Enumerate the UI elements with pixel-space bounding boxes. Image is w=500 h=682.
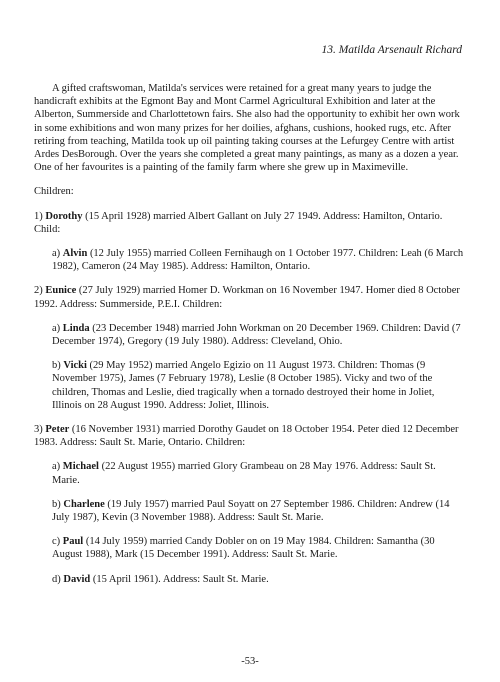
entry-prefix: 2) bbox=[34, 285, 46, 297]
entry-text: (19 July 1957) married Paul Soyatt on 27 September 1986. Children: Andrew (14 July 1987), Kevin (3 November 1988). Address: Sault St. Marie. bbox=[52, 498, 450, 524]
entry-text: (29 May 1952) married Angelo Egizio on 11 August 1973. Children: Thomas (9 November 1975), James (7 February 1978), Leslie (8 October 1985). Vicky and two of the children, Thomas and Leslie, died tragically when a tornado destroyed their home in Joliet, Illinois on 28 August 1990. Address: Joliet, Illinois. bbox=[52, 360, 435, 411]
page-body bbox=[34, 82, 466, 597]
entry-text: (16 November 1931) married Dorothy Gaudet on 18 October 1954. Peter died 12 December 1983. Address: Sault St. Marie, Ontario. Children: bbox=[34, 424, 459, 449]
entry-text: (22 August 1955) married Glory Grambeau on 28 May 1976. Address: Sault St. Marie. bbox=[52, 461, 436, 486]
entry-dorothy bbox=[34, 210, 466, 236]
entry-eunice bbox=[34, 284, 466, 310]
entry-text: (12 July 1955) married Colleen Fernihaugh on 1 October 1977. Children: Leah (6 March 1982), Cameron (24 May 1985). Address: Hamilton, Ontario. bbox=[52, 248, 464, 273]
entry-name: Linda bbox=[62, 322, 90, 334]
entry-alvin bbox=[52, 247, 466, 273]
entry-name: Charlene bbox=[63, 498, 105, 510]
children-heading: Children: bbox=[34, 186, 74, 198]
entry-name: Vicki bbox=[63, 360, 87, 372]
intro-paragraph: A gifted craftswoman, Matilda's services were retained for a great many years to judge the handicraft exhibits at the Egmont Bay and Mont Carmel Agricultural Exhibition and later at the Alberton, Summerside and Charlottetown fairs. She also had the opportunity to exhibit her own work in some exhibitions and won many prizes for her doilies, afghans, cushions, hooked rugs, etc. After retiring from teaching, Matilda took up oil painting taking courses at the Lefurgey Centre with artist Ardes DesBorough. Over the years she completed a great many paintings, as many as a dozen a year. One of her favourites is a painting of the family farm where she grew up in Maximeville. bbox=[34, 83, 460, 174]
entry-text: (27 July 1929) married Homer D. Workman on 16 November 1947. Homer died 8 October 1992. Address: Summerside, P.E.I. Children: bbox=[34, 285, 460, 310]
entry-charlene bbox=[52, 498, 466, 524]
entry-name: Michael bbox=[62, 461, 99, 473]
entry-peter bbox=[34, 423, 466, 449]
entry-name: Dorothy bbox=[45, 210, 83, 222]
entry-prefix: c) bbox=[52, 536, 63, 548]
entry-text: (15 April 1961). Address: Sault St. Marie. bbox=[90, 573, 269, 585]
entry-name: Paul bbox=[62, 536, 84, 548]
entry-david bbox=[52, 573, 466, 586]
entry-prefix: 1) bbox=[34, 210, 46, 222]
entry-michael bbox=[52, 460, 466, 486]
entry-prefix: b) bbox=[52, 498, 64, 510]
page-number: -53- bbox=[241, 656, 259, 667]
entry-name: Alvin bbox=[62, 248, 88, 260]
entry-name: David bbox=[63, 573, 91, 585]
entry-prefix: a) bbox=[52, 248, 63, 260]
entry-name: Eunice bbox=[45, 285, 77, 297]
entry-vicki bbox=[52, 359, 466, 412]
entry-text: (14 July 1959) married Candy Dobler on on 19 May 1984. Children: Samantha (30 August 1988), Mark (15 December 1991). Address: Sault St. Marie. bbox=[52, 536, 435, 561]
entry-text: (23 December 1948) married John Workman on 20 December 1969. Children: David (7 December 1974), Gregory (19 July 1980). Address: Cleveland, Ohio. bbox=[52, 322, 461, 348]
entry-prefix: 3) bbox=[34, 424, 46, 436]
entry-prefix: a) bbox=[52, 461, 63, 473]
entry-prefix: b) bbox=[52, 360, 64, 372]
entry-prefix: a) bbox=[52, 322, 63, 334]
entry-paul bbox=[52, 535, 466, 561]
chapter-header: 13. Matilda Arsenault Richard bbox=[321, 44, 462, 56]
entry-name: Peter bbox=[45, 424, 70, 436]
entry-prefix: d) bbox=[52, 573, 64, 585]
entry-linda bbox=[52, 322, 466, 348]
entry-text: (15 April 1928) married Albert Gallant on July 27 1949. Address: Hamilton, Ontario. Child: bbox=[34, 210, 443, 235]
